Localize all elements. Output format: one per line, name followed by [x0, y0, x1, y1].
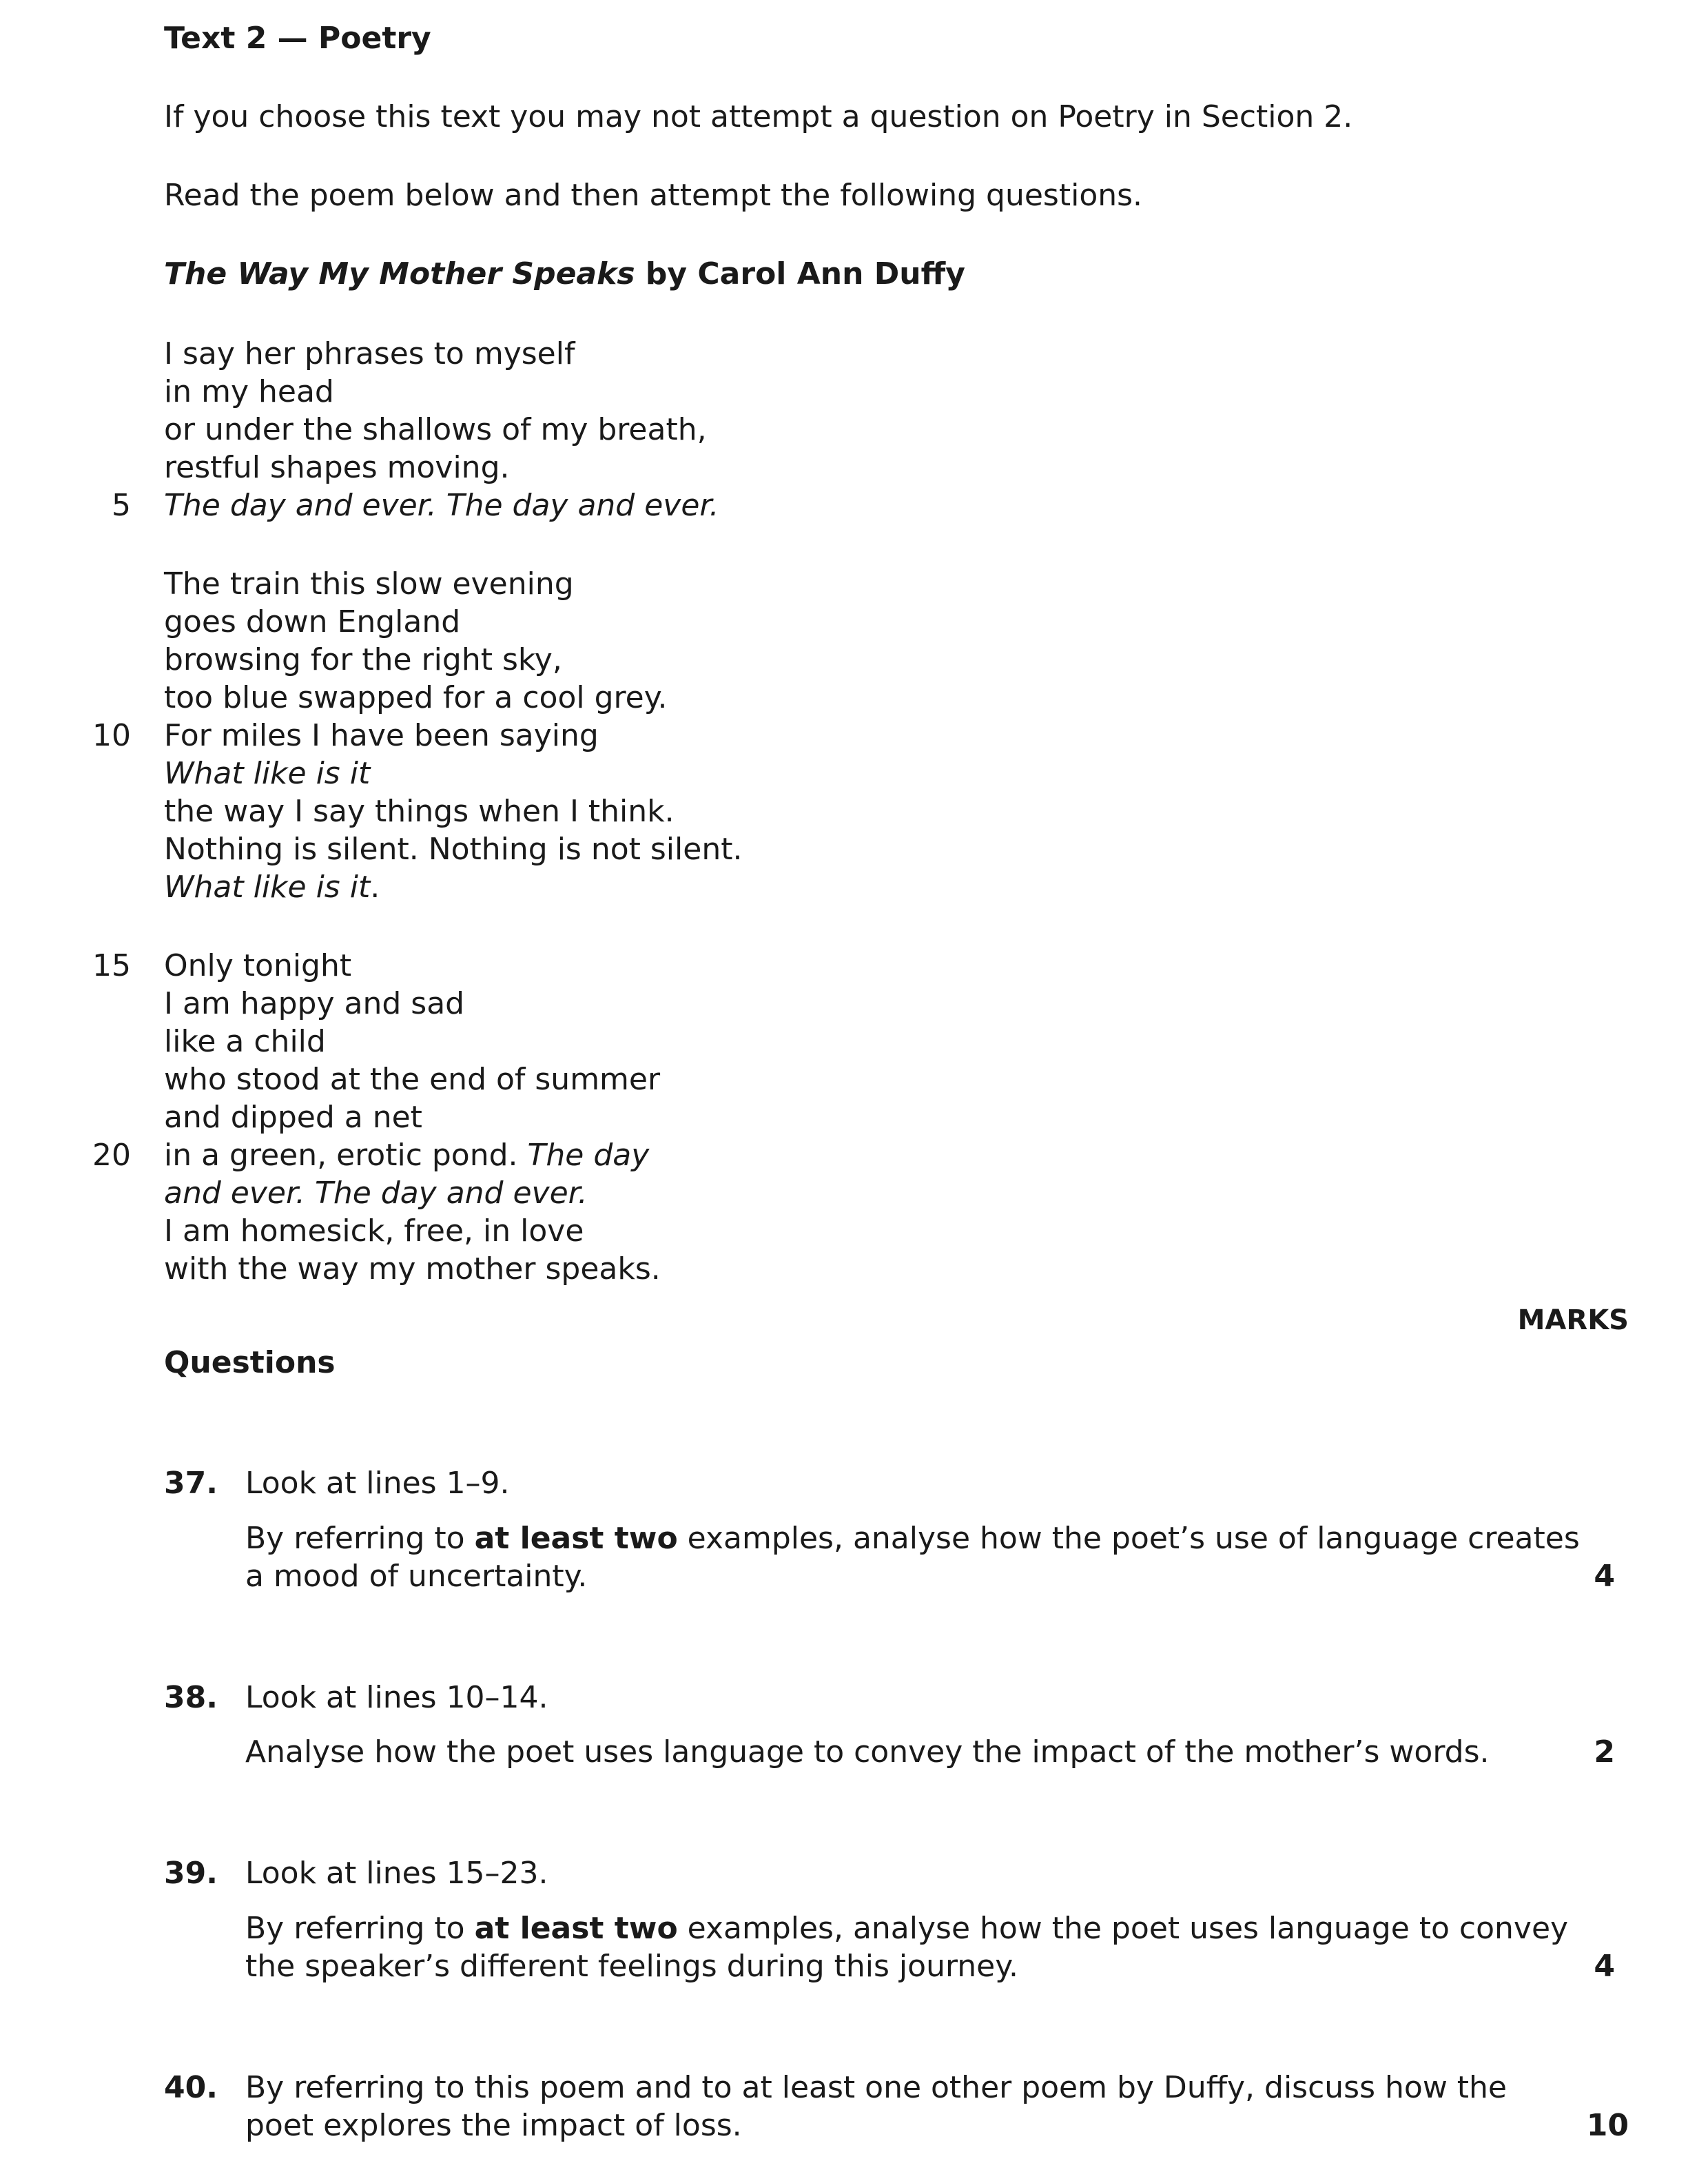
poem-line-7: goes down England [164, 604, 461, 639]
question-lead: Look at lines 10–14. [245, 1680, 548, 1715]
instruction-choose: If you choose this text you may not attempt a question on Poetry in Section 2. [164, 99, 1353, 134]
question-text-a: By referring to [245, 1521, 475, 1556]
question-number: 37. [164, 1466, 218, 1501]
question-text-b: examples, analyse how the poet’s use of language creates [677, 1521, 1580, 1556]
question-lead: Look at lines 1–9. [245, 1466, 510, 1501]
question-number: 38. [164, 1680, 218, 1715]
poem-line-13: Nothing is silent. Nothing is not silent. [164, 832, 743, 867]
marks-header: MARKS [1517, 1304, 1629, 1336]
poem-line-20-plain: in a green, erotic pond. [164, 1138, 528, 1173]
line-number-15: 15 [92, 948, 131, 983]
poem-line-6: The train this slow evening [164, 566, 574, 602]
poem-line-14-italic: What like is it [164, 870, 371, 905]
question-text [245, 1519, 1580, 1558]
poem-line-17: like a child [164, 1024, 326, 1059]
question-text: Analyse how the poet uses language to convey the impact of the mother’s words. [245, 1734, 1490, 1770]
poem-author: by Carol Ann Duffy [635, 256, 965, 291]
poem-line-11: What like is it [164, 756, 371, 791]
poem-line-8: browsing for the right sky, [164, 642, 562, 677]
poem-line-16: I am happy and sad [164, 986, 465, 1021]
question-text-cont: poet explores the impact of loss. [245, 2108, 742, 2143]
question-text [245, 1909, 1568, 1948]
poem-line-10: For miles I have been saying [164, 718, 599, 753]
poem-line-18: who stood at the end of summer [164, 1062, 661, 1097]
question-marks: 2 [1594, 1734, 1615, 1770]
poem-line-14 [164, 868, 380, 907]
poem-line-21: and ever. The day and ever. [164, 1176, 588, 1211]
question-lead: Look at lines 15–23. [245, 1856, 548, 1891]
question-text-bold: at least two [474, 1911, 678, 1946]
question-text-bold: at least two [474, 1521, 678, 1556]
poem-title-text: The Way My Mother Speaks [164, 256, 635, 291]
poem-line-23: with the way my mother speaks. [164, 1251, 661, 1287]
question-text-b: examples, analyse how the poet uses language to convey [677, 1911, 1569, 1946]
question-text: By referring to this poem and to at least one other poem by Duffy, discuss how the [245, 2070, 1508, 2105]
poem-title [164, 255, 965, 294]
poem-line-14-period: . [370, 870, 380, 905]
poem-line-2: in my head [164, 374, 334, 409]
question-marks: 4 [1594, 1559, 1615, 1594]
line-number-10: 10 [92, 718, 131, 753]
poem-line-12: the way I say things when I think. [164, 794, 675, 829]
line-number-20: 20 [92, 1138, 131, 1173]
poem-line-15: Only tonight [164, 948, 352, 983]
section-heading: Text 2 — Poetry [164, 21, 431, 56]
question-text-cont: the speaker’s different feelings during this journey. [245, 1949, 1018, 1984]
poem-line-19: and dipped a net [164, 1100, 422, 1135]
questions-heading: Questions [164, 1345, 336, 1380]
poem-line-5: The day and ever. The day and ever. [164, 488, 719, 523]
question-text-a: By referring to [245, 1911, 475, 1946]
question-marks: 4 [1594, 1949, 1615, 1984]
poem-line-20 [164, 1136, 649, 1175]
instruction-read: Read the poem below and then attempt the following questions. [164, 178, 1143, 213]
poem-line-4: restful shapes moving. [164, 450, 510, 485]
line-number-5: 5 [112, 488, 131, 523]
poem-line-1: I say her phrases to myself [164, 336, 575, 371]
poem-line-22: I am homesick, free, in love [164, 1213, 584, 1249]
question-text-cont: a mood of uncertainty. [245, 1559, 588, 1594]
poem-line-20-italic: The day [527, 1138, 650, 1173]
poem-line-9: too blue swapped for a cool grey. [164, 680, 668, 715]
question-marks: 10 [1586, 2108, 1629, 2143]
question-number: 39. [164, 1856, 218, 1891]
question-number: 40. [164, 2070, 218, 2105]
poem-line-3: or under the shallows of my breath, [164, 412, 707, 447]
